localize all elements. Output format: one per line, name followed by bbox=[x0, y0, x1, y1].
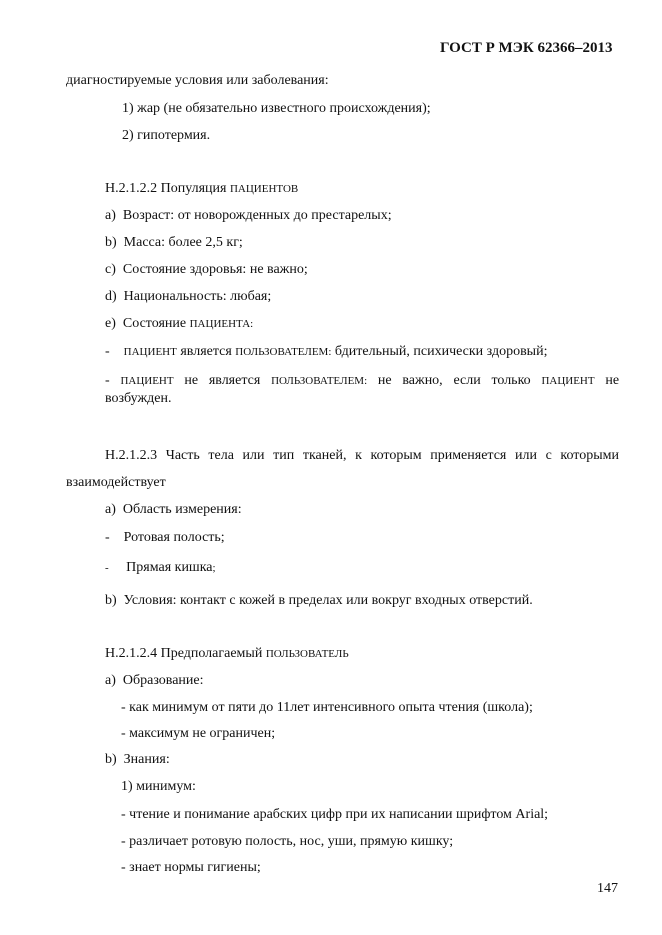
smallcaps-term: ПАЦИЕНТ bbox=[541, 375, 595, 387]
list-item-text: Состояние bbox=[122, 316, 187, 331]
dash-marker: - bbox=[105, 562, 109, 574]
text-line: - знает нормы гигиены; bbox=[121, 860, 261, 875]
text-line: - максимум не ограничен; bbox=[121, 726, 276, 741]
text-line: - чтение и понимание арабских цифр при их написании шрифтом Arial; bbox=[121, 807, 549, 822]
list-item-text: Условия: контакт с кожей в пределах или вокруг входных отверстий. bbox=[123, 593, 533, 608]
section-heading-text: Н.2.1.2.2 Популяция bbox=[105, 181, 227, 196]
dash-item-text: Прямая кишка bbox=[126, 560, 213, 575]
list-marker: d) bbox=[105, 289, 117, 304]
text-line: диагностируемые условия или заболевания: bbox=[66, 73, 329, 88]
dash-item bbox=[105, 343, 547, 361]
text-line: возбужден. bbox=[105, 391, 172, 406]
section-heading bbox=[105, 645, 349, 663]
section-heading: Н.2.1.2.3 Часть тела или тип тканей, к которым применяется или с которыми bbox=[105, 448, 619, 463]
dash-item-punct: ; bbox=[212, 562, 216, 574]
dash-item bbox=[105, 559, 216, 577]
list-item-e bbox=[105, 315, 253, 333]
smallcaps-term: ПАЦИЕНТ bbox=[120, 375, 174, 387]
dash-item bbox=[105, 529, 225, 546]
list-marker: a) bbox=[105, 208, 116, 223]
list-item-text: Масса: более 2,5 кг; bbox=[123, 235, 243, 250]
list-item-a bbox=[105, 672, 204, 689]
list-marker: a) bbox=[105, 673, 116, 688]
list-marker: b) bbox=[105, 752, 117, 767]
dash-item-text: бдительный, психически здоровый; bbox=[334, 344, 548, 359]
dash-marker: - bbox=[105, 344, 110, 359]
list-marker: e) bbox=[105, 316, 116, 331]
dash-marker: - bbox=[105, 373, 110, 388]
text-line: 1) минимум: bbox=[121, 779, 196, 794]
dash-item bbox=[105, 372, 619, 390]
list-item: 2) гипотермия. bbox=[122, 128, 211, 143]
list-item-text: Знания: bbox=[123, 752, 170, 767]
document-header-title: ГОСТ Р МЭК 62366–2013 bbox=[440, 40, 613, 56]
list-item-text: Область измерения: bbox=[122, 502, 242, 517]
list-item-b bbox=[105, 592, 533, 609]
dash-item-text: Ротовая полость; bbox=[123, 530, 225, 545]
list-item-b bbox=[105, 751, 170, 768]
section-heading-smallcaps: ПАЦИЕНТОВ bbox=[229, 183, 299, 195]
list-item-a bbox=[105, 501, 242, 518]
list-item-c bbox=[105, 261, 308, 278]
smallcaps-term: ПОЛЬЗОВАТЕЛЕМ: bbox=[235, 346, 332, 358]
section-heading-text: Н.2.1.2.4 Предполагаемый bbox=[105, 646, 263, 661]
dash-item-text: является bbox=[180, 344, 232, 359]
list-item-smallcaps: ПАЦИЕНТА: bbox=[189, 318, 254, 330]
text-line: - различает ротовую полость, нос, уши, прямую кишку; bbox=[121, 834, 454, 849]
section-heading-smallcaps: ПОЛЬЗОВАТЕЛЬ bbox=[265, 648, 349, 660]
list-item: 1) жар (не обязательно известного происхождения); bbox=[122, 101, 431, 116]
list-item-text: Образование: bbox=[122, 673, 204, 688]
list-marker: b) bbox=[105, 235, 117, 250]
list-marker: c) bbox=[105, 262, 116, 277]
list-marker: b) bbox=[105, 593, 117, 608]
list-item-text: Национальность: любая; bbox=[123, 289, 272, 304]
page-number: 147 bbox=[597, 881, 618, 896]
list-item-d bbox=[105, 288, 271, 305]
text-line: - как минимум от пяти до 11лет интенсивного опыта чтения (школа); bbox=[121, 700, 533, 715]
dash-item-text: не важно, если только bbox=[377, 373, 531, 388]
list-item-a bbox=[105, 207, 392, 224]
list-item-text: Возраст: от новорожденных до престарелых; bbox=[122, 208, 392, 223]
section-heading bbox=[105, 180, 298, 198]
text-line: взаимодействует bbox=[66, 475, 166, 490]
dash-item-text: не bbox=[605, 373, 620, 388]
dash-item-text: не является bbox=[184, 373, 261, 388]
dash-marker: - bbox=[105, 530, 110, 545]
smallcaps-term: ПАЦИЕНТ bbox=[123, 346, 177, 358]
list-item-text: Состояние здоровья: не важно; bbox=[122, 262, 308, 277]
smallcaps-term: ПОЛЬЗОВАТЕЛЕМ: bbox=[271, 375, 368, 387]
list-item-b bbox=[105, 234, 243, 251]
list-marker: a) bbox=[105, 502, 116, 517]
